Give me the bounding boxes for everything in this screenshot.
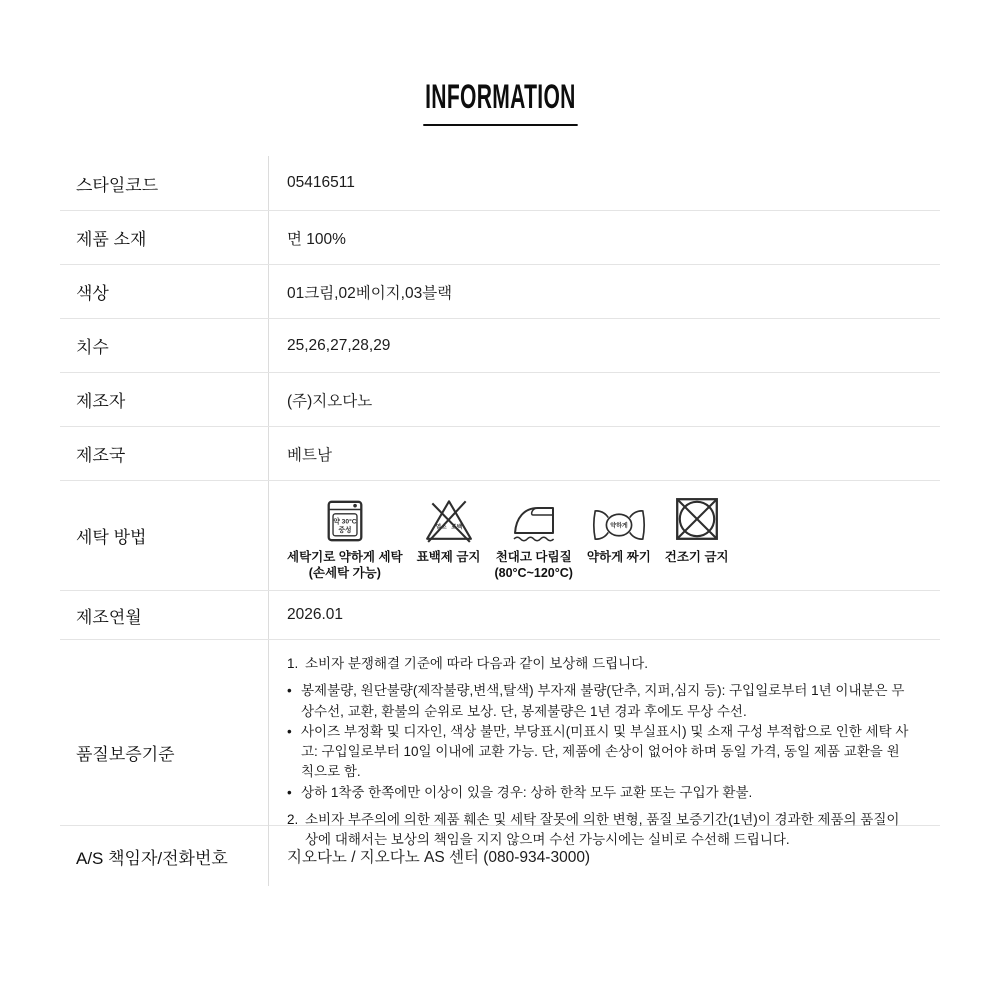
table-row-care <box>60 480 940 590</box>
warranty-item <box>287 681 910 722</box>
warranty-marker: • <box>287 683 292 699</box>
row-label: 스타일코드 <box>76 175 159 195</box>
care-item-no-dryer <box>665 494 729 565</box>
care-icons-cell <box>268 481 940 590</box>
table-row-manufacturer <box>60 372 940 426</box>
table-row-mfg-date <box>60 590 940 639</box>
care-item-iron <box>494 494 572 582</box>
warranty-text: 사이즈 부정확 및 디자인, 색상 불만, 부당표시(미표시 및 부실표시) 및 소재 구성 부적합으로 인한 세탁 사고: 구입일로부터 10일 이내에 교환 가능. 단, 제품에 손상이 없어야 하며 동일 가격, 동일 제품 교환을 원칙으로 함. <box>301 723 909 780</box>
row-label: 제조연월 <box>76 607 142 627</box>
icon-box <box>322 494 368 544</box>
table-row-warranty <box>60 639 940 847</box>
svg-text:표백: 표백 <box>450 524 462 531</box>
row-label: 제품 소재 <box>76 230 147 249</box>
row-value: 25,26,27,28,29 <box>268 319 940 372</box>
no-tumble-dry-icon <box>672 494 722 544</box>
care-caption: 세탁기로 약하게 세탁 <box>287 550 403 564</box>
warranty-item <box>287 783 910 803</box>
row-label: 치수 <box>76 338 109 357</box>
icon-box <box>591 494 647 544</box>
care-icon-strip <box>287 481 729 582</box>
table-row-color <box>60 264 940 318</box>
row-value: 베트남 <box>268 427 940 480</box>
machine-wash-gentle-icon <box>322 498 368 544</box>
row-label: 품질보증기준 <box>76 744 175 764</box>
row-value: 01크림,02베이지,03블랙 <box>268 265 940 318</box>
row-label: 제조국 <box>76 446 126 465</box>
icon-box <box>424 494 474 544</box>
product-info-table <box>60 156 940 886</box>
care-caption: 약하게 짜기 <box>586 550 651 564</box>
care-item-wring <box>587 494 651 565</box>
care-item-no-bleach <box>417 494 481 565</box>
no-bleach-icon <box>424 494 474 544</box>
svg-text:중성: 중성 <box>338 527 352 535</box>
warranty-marker: 2. <box>287 811 299 827</box>
table-row-material <box>60 210 940 264</box>
row-label: 색상 <box>76 284 109 303</box>
warranty-marker: • <box>287 723 292 739</box>
row-value: 2026.01 <box>268 591 940 639</box>
svg-text:염소: 염소 <box>435 524 447 531</box>
warranty-text: 봉제불량, 원단불량(제작불량,변색,탈색) 부자재 불량(단추, 지퍼,심지 등): 구입일로부터 1년 이내분은 무상수선, 교환, 환불의 순위로 보상. 단, 봉제불량은 1년 경과 후에도 무상 수선. <box>301 683 905 719</box>
row-value: 05416511 <box>268 156 940 210</box>
icon-box <box>508 494 560 544</box>
care-item-machine-wash <box>287 494 403 582</box>
row-value: (주)지오다노 <box>268 373 940 426</box>
warranty-marker: 1. <box>287 656 299 671</box>
row-label: 세탁 방법 <box>76 528 147 547</box>
table-row-size <box>60 318 940 372</box>
warranty-text: 소비자 분쟁해결 기준에 따라 다음과 같이 보상해 드립니다. <box>305 656 648 671</box>
care-caption: 표백제 금지 <box>416 550 481 564</box>
table-row-style-code <box>60 156 940 210</box>
wring-gently-icon <box>591 506 647 544</box>
svg-text:약하게: 약하게 <box>610 523 628 530</box>
table-row-as-contact <box>60 825 940 886</box>
warranty-marker: • <box>287 784 292 800</box>
page-header <box>0 78 1000 126</box>
row-label: 제조자 <box>76 392 126 411</box>
warranty-text: 상하 1착중 한쪽에만 이상이 있을 경우: 상하 한착 모두 교환 또는 구입가 환불. <box>301 784 753 800</box>
care-caption: 천대고 다림질 <box>495 550 572 564</box>
iron-cloth-icon <box>508 496 560 544</box>
table-row-country <box>60 426 940 480</box>
warranty-item <box>287 654 910 674</box>
svg-text:약 30°C: 약 30°C <box>333 518 357 526</box>
care-caption: (80°C~120°C) <box>494 566 573 581</box>
care-caption: 건조기 금지 <box>664 550 729 564</box>
row-label: A/S 책임자/전화번호 <box>76 848 228 868</box>
row-value: 지오다노 / 지오다노 AS 센터 (080-934-3000) <box>268 826 940 886</box>
row-value: 면 100% <box>268 211 940 264</box>
care-caption: (손세탁 가능) <box>308 566 381 581</box>
warranty-item <box>287 722 910 783</box>
icon-box <box>672 494 722 544</box>
page-title: INFORMATION <box>423 78 577 126</box>
warranty-text: 소비자 부주의에 의한 제품 훼손 및 세탁 잘못에 의한 변형, 품질 보증기간(1년)이 경과한 제품의 품질이상에 대해서는 보상의 책임을 지지 않으며 수선 가능시에는 실비로 수선해 드립니다. <box>305 811 900 847</box>
